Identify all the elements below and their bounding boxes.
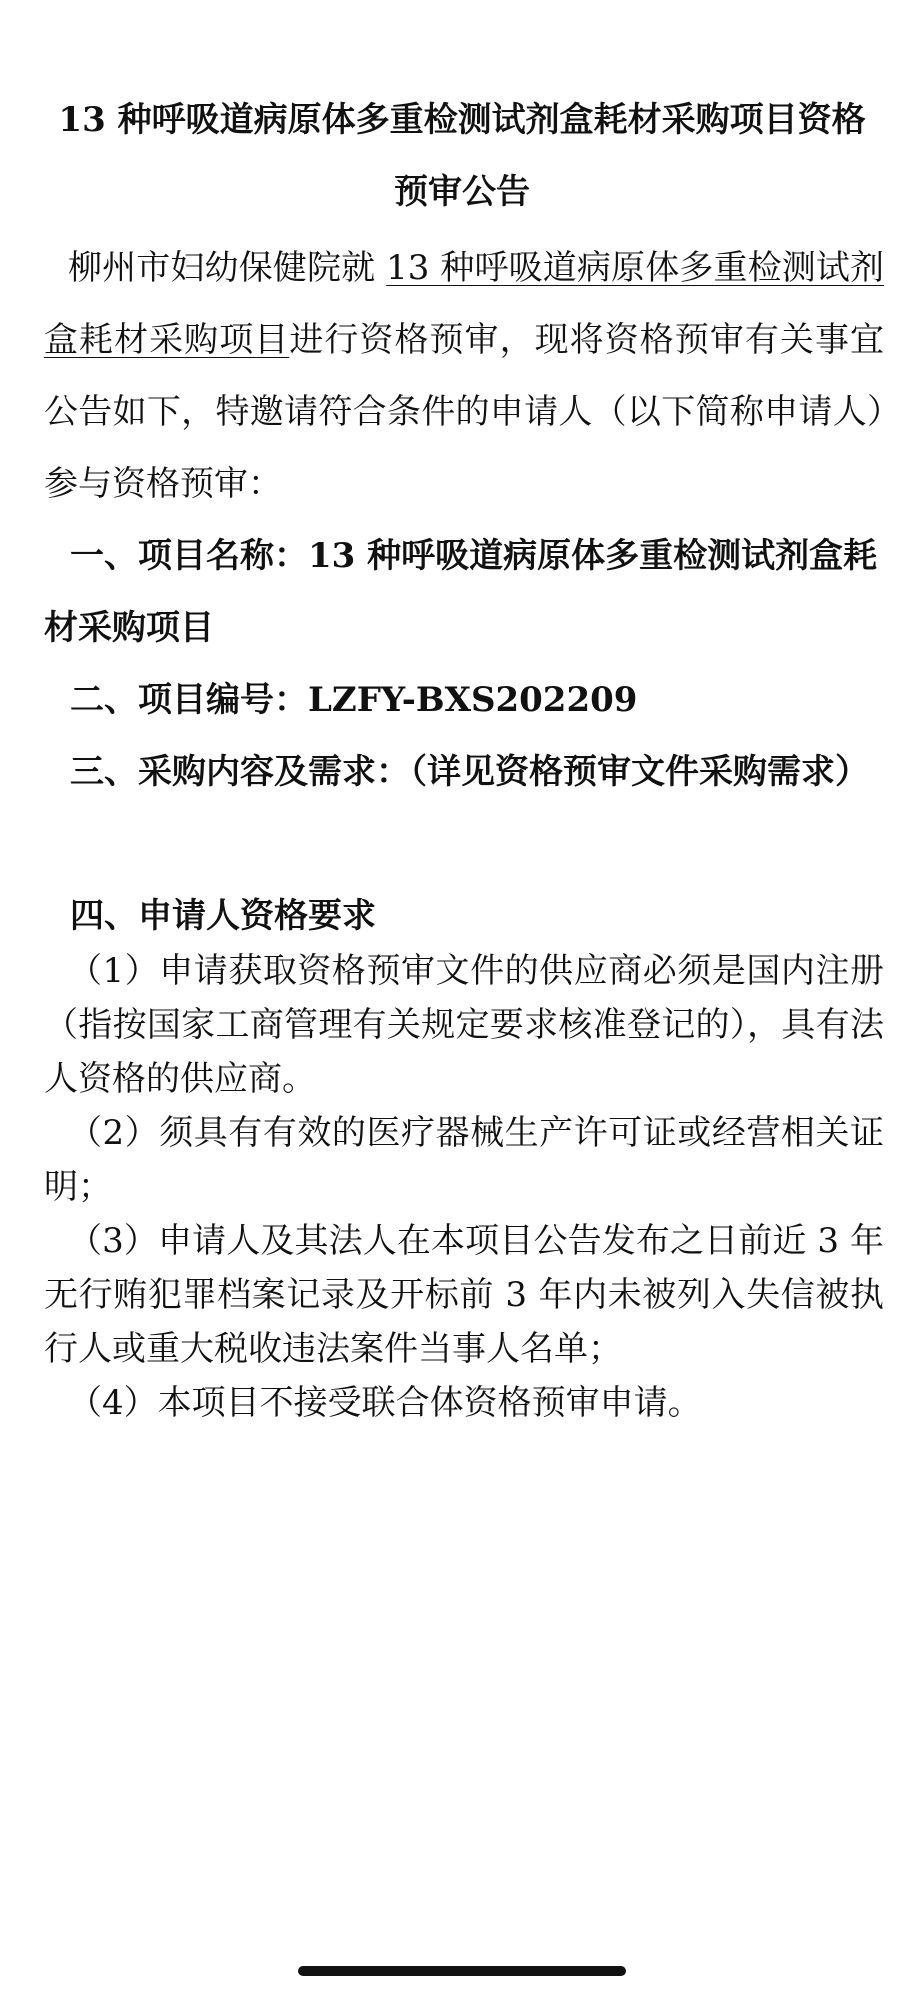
document-title: 13 种呼吸道病原体多重检测试剂盒耗材采购项目资格预审公告 <box>58 100 866 212</box>
project-name-link[interactable]: 13 种呼吸道病原体多重检测试剂盒耗材采购项目 <box>44 248 884 360</box>
intro-suffix: 进行资格预审，现将资格预审有关事宜公告如下，特邀请符合条件的申请人（以下简称申请人）参与资格预审： <box>44 320 885 504</box>
section-procurement-content: 三、采购内容及需求：（详见资格预审文件采购需求） <box>70 752 869 792</box>
requirement-item-1: （1）申请获取资格预审文件的供应商必须是国内注册（指按国家工商管理有关规定要求核准登记的），具有法人资格的供应商。 <box>44 951 884 1099</box>
requirement-item-4: （4）本项目不接受联合体资格预审申请。 <box>68 1383 702 1423</box>
section-project-number: 二、项目编号：LZFY-BXS202209 <box>70 680 638 720</box>
home-indicator-bar[interactable] <box>298 1966 626 1976</box>
section-project-name: 一、项目名称：13 种呼吸道病原体多重检测试剂盒耗材采购项目 <box>44 536 878 648</box>
intro-paragraph <box>44 232 884 520</box>
requirement-item-2: （2）须具有有效的医疗器械生产许可证或经营相关证明； <box>44 1113 884 1207</box>
section-applicant-requirements: 四、申请人资格要求 <box>70 896 376 936</box>
requirement-item-3: （3）申请人及其法人在本项目公告发布之日前近 3 年无行贿犯罪档案记录及开标前 3 年内未被列入失信被执行人或重大税收违法案件当事人名单； <box>44 1221 884 1369</box>
intro-prefix: 柳州市妇幼保健院就 <box>68 248 376 288</box>
